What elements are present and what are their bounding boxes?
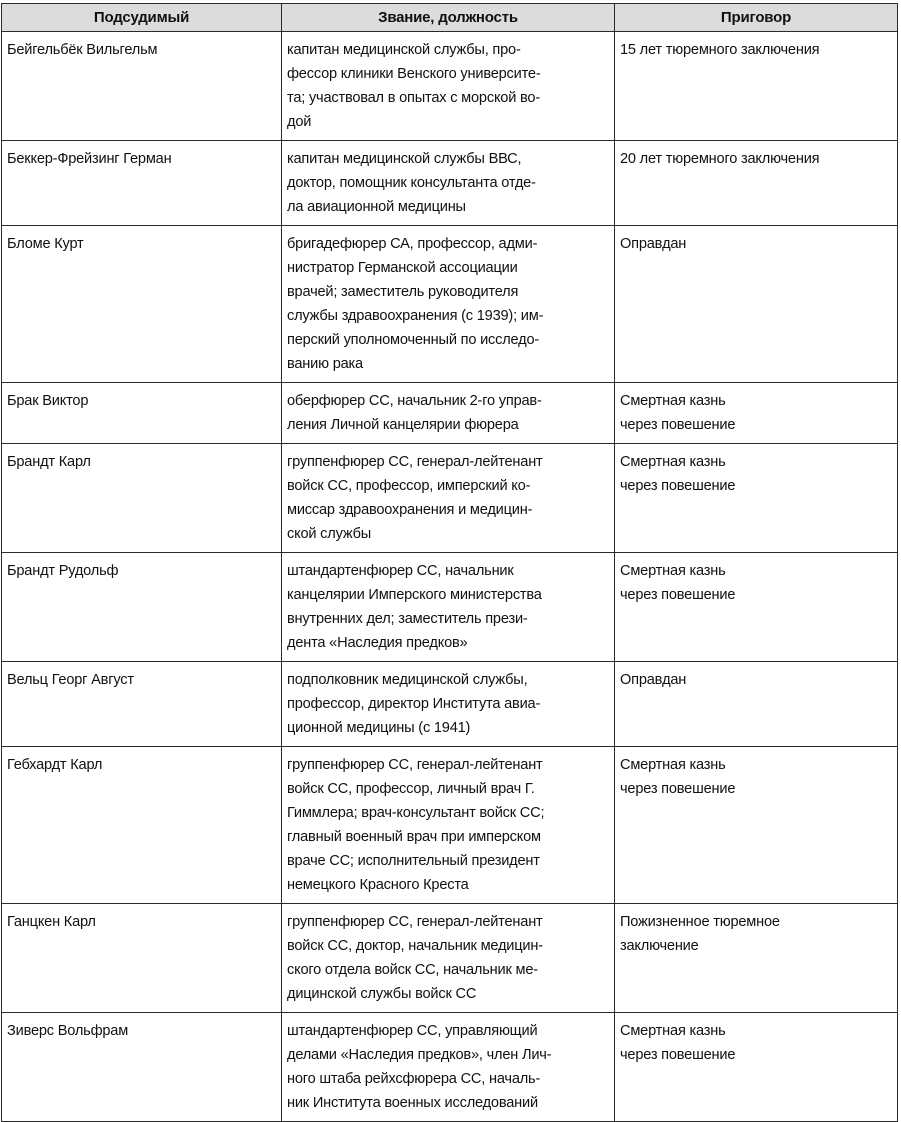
sentence-cell xyxy=(615,904,898,1013)
sentence-line: через повешение xyxy=(620,478,736,494)
table-row xyxy=(2,141,898,226)
sentence-cell xyxy=(615,32,898,141)
defendant-name: Беккер-Фрейзинг Герман xyxy=(7,151,172,167)
sentence-line: Смертная казнь xyxy=(620,454,726,470)
sentence-cell xyxy=(615,383,898,444)
rank-position-line: профессор, директор Института авиа- xyxy=(287,696,541,712)
defendant-name: Ганцкен Карл xyxy=(7,914,96,930)
rank-position-line: службы здравоохранения (с 1939); им- xyxy=(287,308,544,324)
table-row xyxy=(2,226,898,383)
table-header xyxy=(2,4,898,32)
defendant-name-cell xyxy=(2,444,282,553)
table-row xyxy=(2,383,898,444)
rank-position-line: врачей; заместитель руководителя xyxy=(287,284,519,300)
rank-position-cell xyxy=(282,141,615,226)
rank-position-line: дицинской службы войск СС xyxy=(287,986,477,1002)
rank-position-line: группенфюрер СС, генерал-лейтенант xyxy=(287,914,543,930)
defendant-name: Вельц Георг Август xyxy=(7,672,134,688)
sentence-cell xyxy=(615,226,898,383)
sentence-line: через повешение xyxy=(620,1047,736,1063)
defendant-name: Бломе Курт xyxy=(7,236,84,252)
rank-position-line: ционной медицины (с 1941) xyxy=(287,720,471,736)
sentence-line: Оправдан xyxy=(620,672,687,688)
rank-position-line: враче СС; исполнительный президент xyxy=(287,853,540,869)
table-row xyxy=(2,1013,898,1122)
rank-position-line: канцелярии Имперского министерства xyxy=(287,587,542,603)
defendant-name-cell xyxy=(2,553,282,662)
table-row xyxy=(2,904,898,1013)
rank-position-line: ления Личной канцелярии фюрера xyxy=(287,417,519,433)
rank-position-line: ла авиационной медицины xyxy=(287,199,466,215)
defendant-name-cell xyxy=(2,32,282,141)
rank-position-line: миссар здравоохранения и медицин- xyxy=(287,502,533,518)
rank-position-line: дента «Наследия предков» xyxy=(287,635,468,651)
rank-position-line: Гиммлера; врач-консультант войск СС; xyxy=(287,805,545,821)
rank-position-cell xyxy=(282,226,615,383)
rank-position-cell xyxy=(282,662,615,747)
sentence-cell xyxy=(615,747,898,904)
sentence-line: через повешение xyxy=(620,781,736,797)
defendant-name-cell xyxy=(2,141,282,226)
rank-position-line: внутренних дел; заместитель прези- xyxy=(287,611,528,627)
sentence-line: Смертная казнь xyxy=(620,757,726,773)
defendant-name-cell xyxy=(2,226,282,383)
defendant-name: Гебхардт Карл xyxy=(7,757,103,773)
header-sentence: Приговор xyxy=(615,4,898,32)
table-row xyxy=(2,32,898,141)
rank-position-line: главный военный врач при имперском xyxy=(287,829,541,845)
rank-position-line: та; участвовал в опытах с морской во- xyxy=(287,90,540,106)
defendant-name: Брандт Рудольф xyxy=(7,563,119,579)
sentence-line: заключение xyxy=(620,938,699,954)
sentence-line: Пожизненное тюремное xyxy=(620,914,780,930)
header-row xyxy=(2,4,898,32)
sentence-line: Смертная казнь xyxy=(620,563,726,579)
defendant-name-cell xyxy=(2,1013,282,1122)
table-row xyxy=(2,747,898,904)
sentence-line: через повешение xyxy=(620,417,736,433)
table-row xyxy=(2,444,898,553)
sentence-line: 15 лет тюремного заключения xyxy=(620,42,820,58)
defendant-name: Брандт Карл xyxy=(7,454,91,470)
rank-position-line: перский уполномоченный по исследо- xyxy=(287,332,540,348)
rank-position-line: ской службы xyxy=(287,526,372,542)
rank-position-cell xyxy=(282,904,615,1013)
rank-position-line: штандартенфюрер СС, начальник xyxy=(287,563,514,579)
defendants-table xyxy=(1,3,898,1122)
rank-position-cell xyxy=(282,553,615,662)
rank-position-line: ского отдела войск СС, начальник ме- xyxy=(287,962,538,978)
rank-position-line: войск СС, доктор, начальник медицин- xyxy=(287,938,543,954)
defendant-name-cell xyxy=(2,747,282,904)
sentence-cell xyxy=(615,141,898,226)
table-row xyxy=(2,553,898,662)
sentence-line: через повешение xyxy=(620,587,736,603)
rank-position-line: капитан медицинской службы, про- xyxy=(287,42,521,58)
rank-position-line: оберфюрер СС, начальник 2-го управ- xyxy=(287,393,542,409)
rank-position-line: капитан медицинской службы ВВС, xyxy=(287,151,522,167)
rank-position-line: делами «Наследия предков», член Лич- xyxy=(287,1047,552,1063)
sentence-line: Смертная казнь xyxy=(620,1023,726,1039)
rank-position-cell xyxy=(282,747,615,904)
sentence-line: Оправдан xyxy=(620,236,687,252)
rank-position-line: войск СС, профессор, личный врач Г. xyxy=(287,781,535,797)
defendant-name: Бейгельбёк Вильгельм xyxy=(7,42,158,58)
rank-position-cell xyxy=(282,32,615,141)
rank-position-cell xyxy=(282,1013,615,1122)
sentence-cell xyxy=(615,553,898,662)
rank-position-line: доктор, помощник консультанта отде- xyxy=(287,175,536,191)
rank-position-line: войск СС, профессор, имперский ко- xyxy=(287,478,531,494)
rank-position-line: немецкого Красного Креста xyxy=(287,877,469,893)
sentence-cell xyxy=(615,662,898,747)
defendant-name-cell xyxy=(2,383,282,444)
table-body xyxy=(2,32,898,1122)
rank-position-line: фессор клиники Венского университе- xyxy=(287,66,541,82)
rank-position-line: нистратор Германской ассоциации xyxy=(287,260,518,276)
sentence-cell xyxy=(615,1013,898,1122)
header-defendant: Подсудимый xyxy=(2,4,282,32)
rank-position-line: подполковник медицинской службы, xyxy=(287,672,528,688)
rank-position-line: группенфюрер СС, генерал-лейтенант xyxy=(287,454,543,470)
rank-position-line: штандартенфюрер СС, управляющий xyxy=(287,1023,538,1039)
sentence-cell xyxy=(615,444,898,553)
rank-position-line: бригадефюрер СА, профессор, адми- xyxy=(287,236,538,252)
sentence-line: 20 лет тюремного заключения xyxy=(620,151,820,167)
table-row xyxy=(2,662,898,747)
header-rank-position: Звание, должность xyxy=(282,4,615,32)
rank-position-cell xyxy=(282,444,615,553)
rank-position-line: ник Института военных исследований xyxy=(287,1095,538,1111)
defendant-name-cell xyxy=(2,662,282,747)
rank-position-line: ного штаба рейхсфюрера СС, началь- xyxy=(287,1071,541,1087)
rank-position-line: ванию рака xyxy=(287,356,363,372)
rank-position-line: дой xyxy=(287,114,312,130)
rank-position-cell xyxy=(282,383,615,444)
rank-position-line: группенфюрер СС, генерал-лейтенант xyxy=(287,757,543,773)
sentence-line: Смертная казнь xyxy=(620,393,726,409)
defendant-name: Зиверс Вольфрам xyxy=(7,1023,129,1039)
defendant-name: Брак Виктор xyxy=(7,393,89,409)
defendant-name-cell xyxy=(2,904,282,1013)
